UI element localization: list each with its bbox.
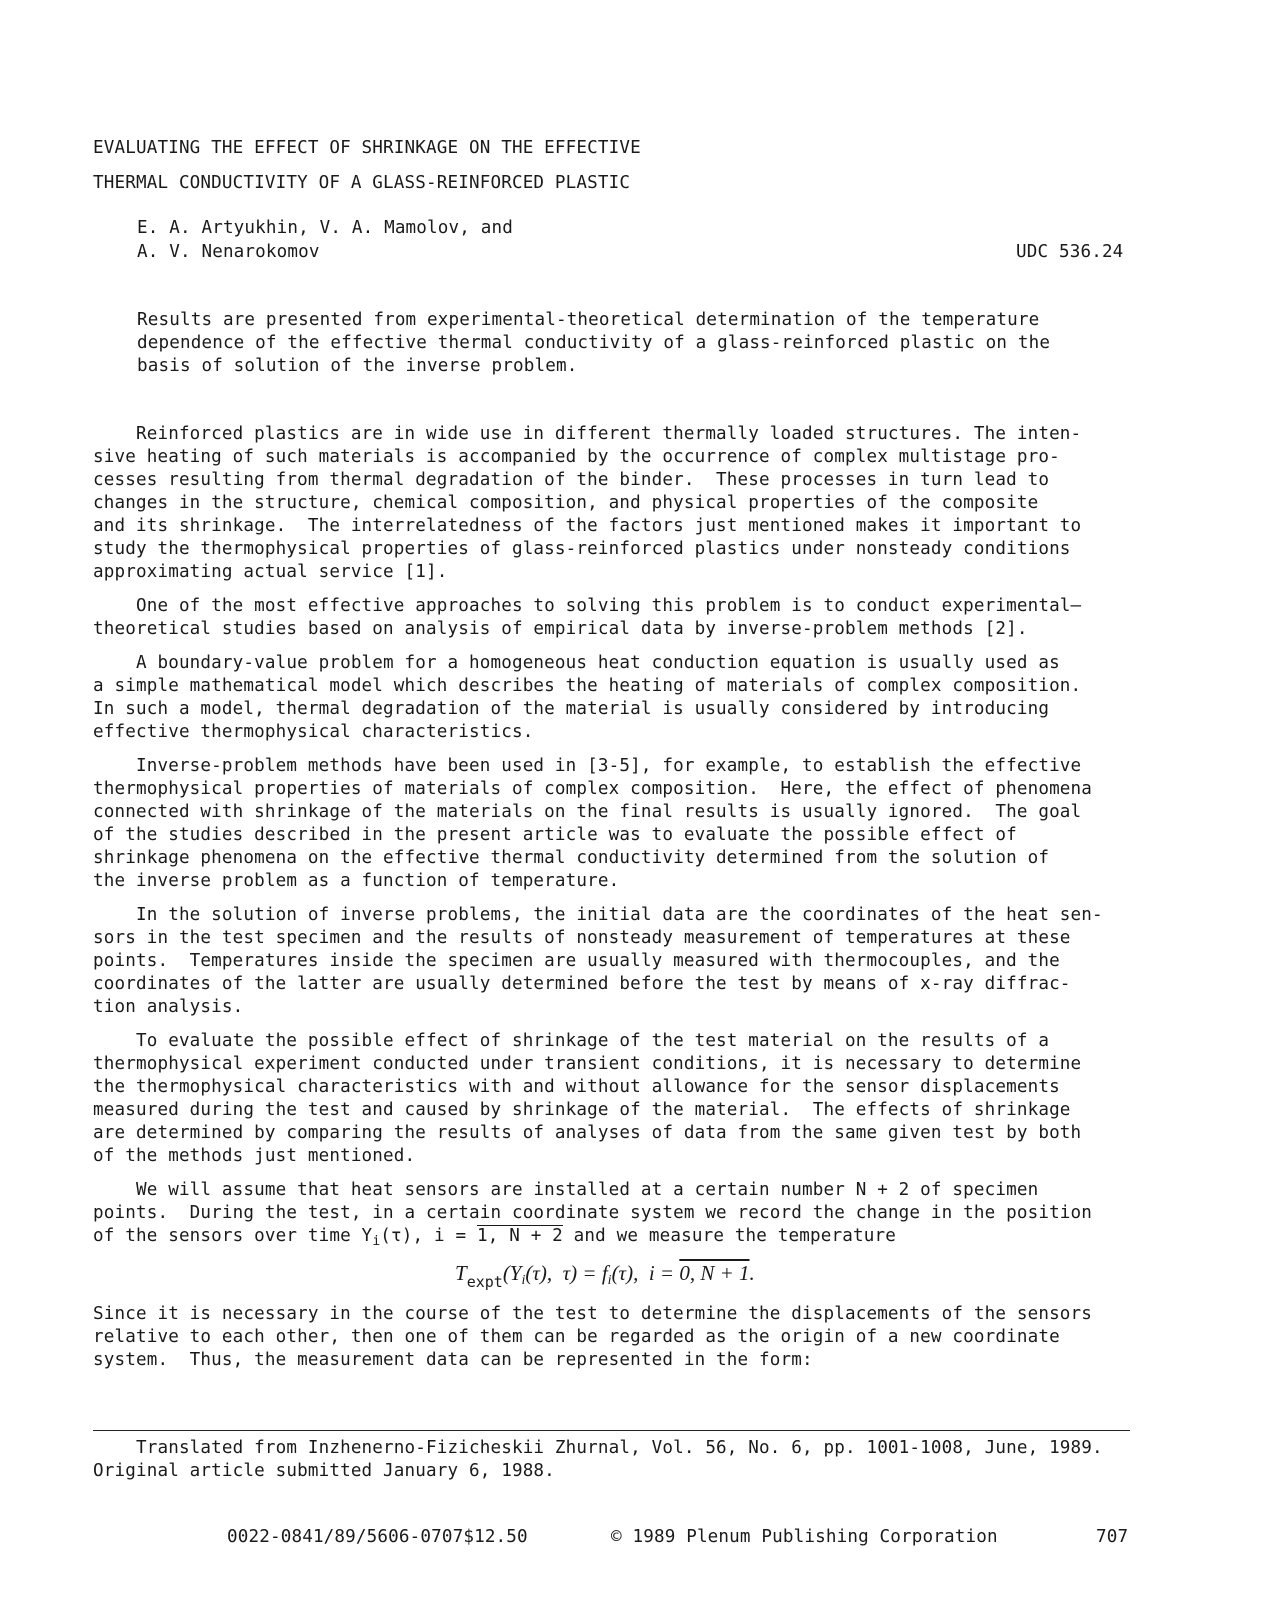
article-code: 0022-0841/89/5606-0707$12.50: [227, 1527, 528, 1547]
authors-line-2: A. V. Nenarokomov: [137, 242, 320, 262]
text-run: (τ), i =: [380, 1226, 477, 1246]
body-line: are determined by comparing the results of analyses of data from the same given test by both: [93, 1123, 1082, 1143]
body-line: connected with shrinkage of the materials on the final results is usually ignored. The goal: [93, 802, 1082, 822]
body-line: thermophysical experiment conducted under transient conditions, it is necessary to determine: [93, 1054, 1082, 1074]
body-line: thermophysical properties of materials of complex composition. Here, the effect of phenomena: [93, 779, 1093, 799]
body-line: of the studies described in the present article was to evaluate the possible effect of: [93, 825, 1017, 845]
abstract-line: Results are presented from experimental-theoretical determination of the temperature: [137, 310, 1040, 330]
eq-end: .: [749, 1261, 755, 1285]
footnote-line: Translated from Inzhenerno-Fizicheskii Zhurnal, Vol. 56, No. 6, pp. 1001-1008, June, 1989.: [93, 1438, 1103, 1458]
body-line: study the thermophysical properties of glass-reinforced plastics under nonsteady conditions: [93, 539, 1071, 559]
body-line: In such a model, thermal degradation of the material is usually considered by introducing: [93, 699, 1050, 719]
body-line: shrinkage phenomena on the effective thermal conductivity determined from the solution of: [93, 848, 1050, 868]
body-line-with-math: [93, 1224, 896, 1248]
text-run: and we measure the temperature: [562, 1226, 896, 1246]
body-line: Inverse-problem methods have been used in [3-5], for example, to establish the effective: [93, 756, 1082, 776]
eq-rhs: (τ), i =: [611, 1261, 680, 1285]
body-line: Reinforced plastics are in wide use in different thermally loaded structures. The inten-: [93, 424, 1082, 444]
eq-mid: (τ), τ) = f: [525, 1261, 608, 1285]
authors-line-1: E. A. Artyukhin, V. A. Mamolov, and: [137, 218, 513, 238]
subscript: i: [372, 1234, 381, 1249]
body-line: theoretical studies based on analysis of empirical data by inverse-problem methods [2].: [93, 619, 1028, 639]
body-line: effective thermophysical characteristics.: [93, 722, 534, 742]
body-line: system. Thus, the measurement data can be represented in the form:: [93, 1350, 813, 1370]
body-line: tion analysis.: [93, 997, 244, 1017]
abstract-line: basis of solution of the inverse problem.: [137, 356, 578, 376]
index-range: 1, N + 2: [476, 1226, 563, 1246]
eq-lhs: (Y: [502, 1261, 522, 1285]
body-line: a simple mathematical model which describes the heating of materials of complex composition.: [93, 676, 1082, 696]
eq-subscript-expt: expt: [466, 1273, 503, 1291]
udc-code: UDC 536.24: [1016, 242, 1124, 262]
body-line: One of the most effective approaches to solving this problem is to conduct experimental—: [93, 596, 1082, 616]
body-line: changes in the structure, chemical composition, and physical properties of the composite: [93, 493, 1039, 513]
body-line: the inverse problem as a function of temperature.: [93, 871, 620, 891]
body-line: We will assume that heat sensors are installed at a certain number N + 2 of specimen: [93, 1180, 1039, 1200]
body-line: points. During the test, in a certain coordinate system we record the change in the position: [93, 1203, 1093, 1223]
body-line: Since it is necessary in the course of the test to determine the displacements of the sensors: [93, 1304, 1093, 1324]
title-line-1: EVALUATING THE EFFECT OF SHRINKAGE ON THE EFFECTIVE: [93, 138, 641, 158]
eq-subscript-i: i: [521, 1273, 526, 1288]
body-line: A boundary-value problem for a homogeneous heat conduction equation is usually used as: [93, 653, 1060, 673]
title-line-2: THERMAL CONDUCTIVITY OF A GLASS-REINFORCED PLASTIC: [93, 173, 631, 193]
page-number: 707: [1096, 1527, 1129, 1547]
equation-texpt: [455, 1259, 755, 1296]
footnote-rule: [93, 1430, 1130, 1431]
eq-index-range: 0, N + 1: [679, 1261, 750, 1285]
abstract-line: dependence of the effective thermal conductivity of a glass-reinforced plastic on the: [137, 333, 1051, 353]
copyright: © 1989 Plenum Publishing Corporation: [611, 1527, 998, 1547]
footnote-line: Original article submitted January 6, 1988.: [93, 1461, 555, 1481]
body-line: coordinates of the latter are usually determined before the test by means of x-ray diffrac-: [93, 974, 1071, 994]
body-line: relative to each other, then one of them can be regarded as the origin of a new coordinate: [93, 1327, 1060, 1347]
body-line: To evaluate the possible effect of shrinkage of the test material on the results of a: [93, 1031, 1050, 1051]
eq-subscript-i: i: [607, 1273, 612, 1288]
eq-symbol-t: T: [455, 1261, 467, 1285]
body-line: approximating actual service [1].: [93, 562, 448, 582]
body-line: sors in the test specimen and the results of nonsteady measurement of temperatures at these: [93, 928, 1071, 948]
body-line: sive heating of such materials is accompanied by the occurrence of complex multistage pro-: [93, 447, 1060, 467]
body-line: In the solution of inverse problems, the initial data are the coordinates of the heat sen-: [93, 905, 1103, 925]
body-line: of the methods just mentioned.: [93, 1146, 416, 1166]
body-line: measured during the test and caused by shrinkage of the material. The effects of shrinkage: [93, 1100, 1071, 1120]
body-line: the thermophysical characteristics with and without allowance for the sensor displacements: [93, 1077, 1060, 1097]
text-run: of the sensors over time Y: [93, 1226, 373, 1246]
body-line: cesses resulting from thermal degradation of the binder. These processes in turn lead to: [93, 470, 1050, 490]
body-line: and its shrinkage. The interrelatedness of the factors just mentioned makes it important to: [93, 516, 1082, 536]
body-line: points. Temperatures inside the specimen are usually measured with thermocouples, and the: [93, 951, 1060, 971]
